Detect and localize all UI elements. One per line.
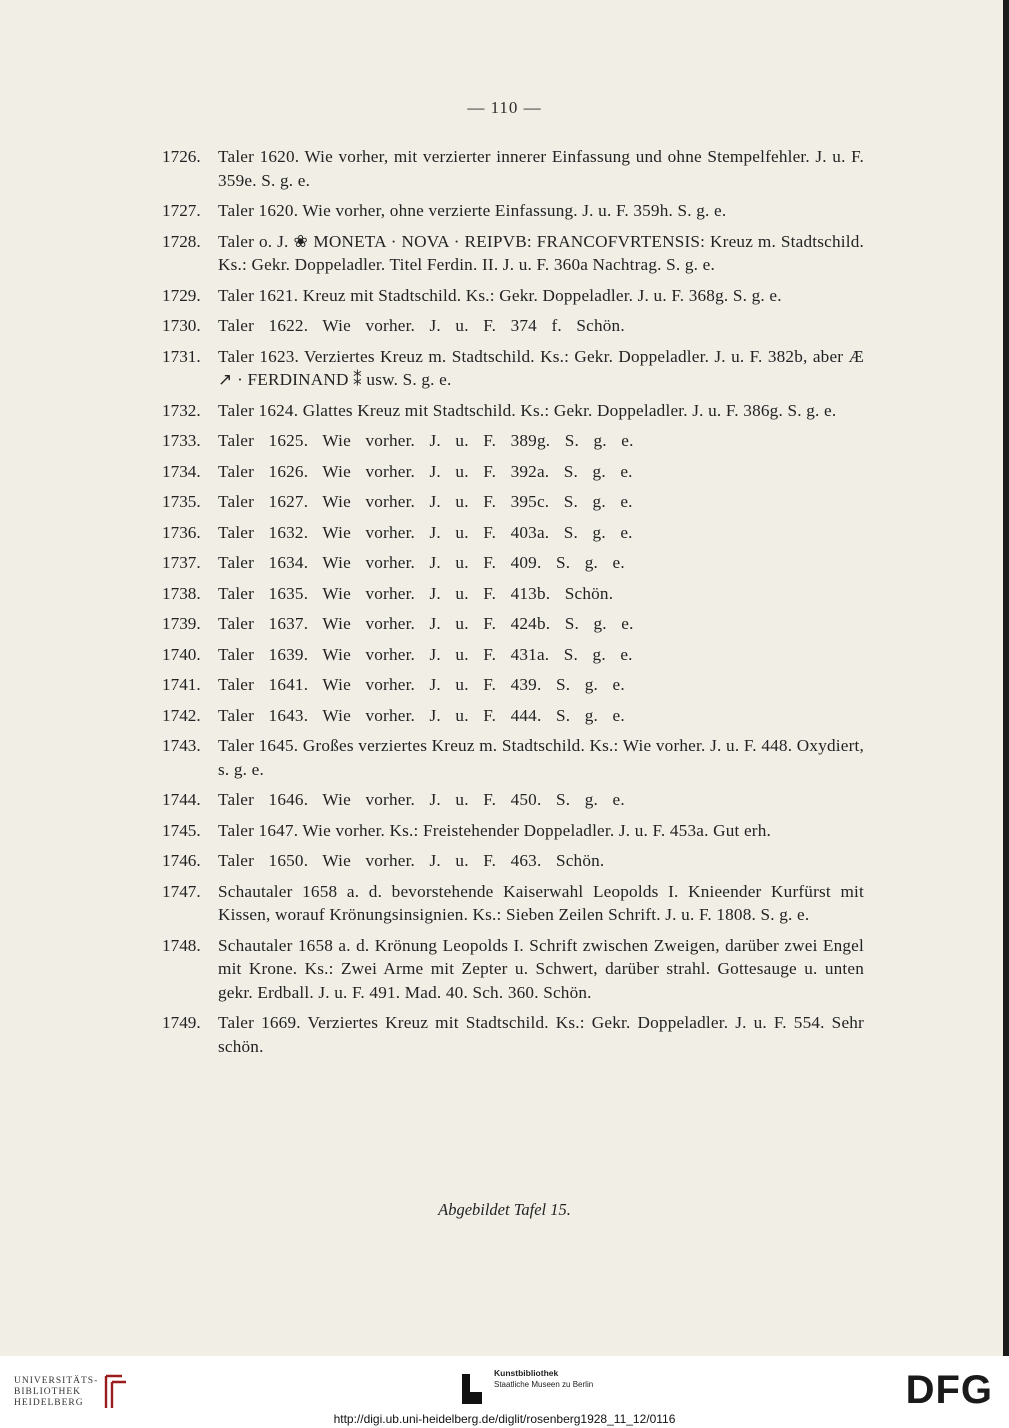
- entry-number: 1748.: [162, 935, 201, 955]
- catalog-entry: [162, 314, 864, 338]
- entry-number: 1734.: [162, 461, 201, 481]
- catalog-entry: [162, 284, 864, 308]
- entry-text: Taler 1620. Wie vorher, mit verzierter innerer Einfassung und ohne Stempelfehler. J. u. F. 359e. S. g. e.: [218, 147, 864, 190]
- uni-line-2: BIBLIOTHEK: [14, 1386, 81, 1397]
- catalog-entry: [162, 849, 864, 873]
- entry-number: 1738.: [162, 583, 201, 603]
- entry-number: 1743.: [162, 736, 201, 755]
- catalog-entries: [162, 145, 864, 1065]
- entry-text: Taler 1650. Wie vorher. J. u. F. 463. Schön.: [218, 851, 605, 870]
- entry-number: 1733.: [162, 431, 201, 450]
- heidelberg-mark-icon: [102, 1374, 130, 1410]
- catalog-entry: [162, 734, 864, 781]
- entry-number: 1735.: [162, 492, 201, 511]
- catalog-entry: [162, 199, 864, 223]
- catalog-entry: [162, 934, 864, 1005]
- entry-text: Taler 1627. Wie vorher. J. u. F. 395c. S. g. e.: [218, 492, 633, 511]
- entry-number: 1744.: [162, 790, 201, 809]
- entry-text: Taler 1645. Großes verziertes Kreuz m. Stadtschild. Ks.: Wie vorher. J. u. F. 448. Oxydiert, s. g. e.: [218, 736, 864, 779]
- entry-text: Taler 1637. Wie vorher. J. u. F. 424b. S. g. e.: [218, 614, 634, 633]
- entry-text: Taler 1641. Wie vorher. J. u. F. 439. S. g. e.: [218, 675, 625, 694]
- footer: [0, 1356, 1009, 1428]
- entry-number: 1726.: [162, 147, 201, 166]
- entry-number: 1742.: [162, 705, 201, 725]
- catalog-entry: [162, 345, 864, 392]
- plate-caption: Abgebildet Tafel 15.: [438, 1200, 571, 1219]
- entry-text: Taler 1632. Wie vorher. J. u. F. 403a. S. g. e.: [218, 522, 633, 542]
- dfg-logo[interactable]: DFG: [905, 1368, 993, 1412]
- page-edge: [1003, 0, 1009, 1356]
- entry-text: Taler 1624. Glattes Kreuz mit Stadtschild. Ks.: Gekr. Doppeladler. J. u. F. 386g. S. g. e.: [218, 400, 837, 420]
- kunstbibliothek-mark-icon: [462, 1374, 484, 1408]
- entry-number: 1736.: [162, 522, 201, 542]
- catalog-entry: [162, 704, 864, 728]
- entry-text: Taler 1634. Wie vorher. J. u. F. 409. S. g. e.: [218, 553, 625, 572]
- catalog-entry: [162, 230, 864, 277]
- catalog-entry: [162, 819, 864, 843]
- kunstbibliothek-subtitle: Staatliche Museen zu Berlin: [494, 1380, 594, 1389]
- entry-number: 1739.: [162, 614, 201, 633]
- entry-number: 1727.: [162, 201, 201, 220]
- entry-text: Schautaler 1658 a. d. Krönung Leopolds I. Schrift zwischen Zweigen, darüber zwei Engel mit Krone. Ks.: Zwei Arme mit Zepter u. Schwert, darüber strahl. Gottesauge u. unten gekr. Erdball. J. u. F. 491. Mad. 40. Sch. 360. Schön.: [218, 935, 864, 1002]
- catalog-entry: [162, 551, 864, 575]
- catalog-entry: [162, 521, 864, 545]
- catalog-entry: [162, 429, 864, 453]
- entry-number: 1745.: [162, 820, 201, 840]
- entry-number: 1729.: [162, 285, 201, 305]
- entry-number: 1749.: [162, 1013, 201, 1032]
- entry-text: Taler 1623. Verziertes Kreuz m. Stadtschild. Ks.: Gekr. Doppeladler. J. u. F. 382b, aber Æ ↗ · FERDINAND ⁑ usw. S. g. e.: [218, 346, 864, 389]
- entry-number: 1730.: [162, 316, 201, 335]
- entry-number: 1740.: [162, 644, 201, 664]
- entry-text: Taler 1626. Wie vorher. J. u. F. 392a. S. g. e.: [218, 461, 633, 481]
- entry-text: Taler 1635. Wie vorher. J. u. F. 413b. Schön.: [218, 583, 614, 603]
- page-url[interactable]: http://digi.ub.uni-heidelberg.de/diglit/rosenberg1928_11_12/0116: [333, 1412, 676, 1426]
- catalog-entry: [162, 643, 864, 667]
- catalog-entry: [162, 880, 864, 927]
- catalog-entry: [162, 612, 864, 636]
- kunstbibliothek-title: Kunstbibliothek: [494, 1368, 559, 1378]
- entry-number: 1747.: [162, 881, 201, 901]
- entry-text: Taler o. J. ❀ MONETA · NOVA · REIPVB: FRANCOFVRTENSIS: Kreuz m. Stadtschild. Ks.: Gekr. Doppeladler. Titel Ferdin. II. J. u. F. 360a Nachtrag. S. g. e.: [218, 231, 864, 274]
- heidelberg-library-logo[interactable]: [14, 1374, 130, 1410]
- entry-number: 1746.: [162, 851, 201, 870]
- page-number: — 110 —: [467, 98, 542, 117]
- entry-text: Taler 1647. Wie vorher. Ks.: Freistehender Doppeladler. J. u. F. 453a. Gut erh.: [218, 820, 772, 840]
- entry-text: Taler 1669. Verziertes Kreuz mit Stadtschild. Ks.: Gekr. Doppeladler. J. u. F. 554. Sehr schön.: [218, 1013, 864, 1056]
- catalog-entry: [162, 788, 864, 812]
- catalog-entry: [162, 582, 864, 606]
- entry-text: Taler 1621. Kreuz mit Stadtschild. Ks.: Gekr. Doppeladler. J. u. F. 368g. S. g. e.: [218, 285, 782, 305]
- entry-text: Taler 1625. Wie vorher. J. u. F. 389g. S. g. e.: [218, 431, 634, 450]
- kunstbibliothek-logo[interactable]: [462, 1368, 593, 1408]
- catalog-entry: [162, 145, 864, 192]
- catalog-entry: [162, 460, 864, 484]
- uni-line-1: UNIVERSITÄTS-: [14, 1375, 99, 1386]
- entry-text: Schautaler 1658 a. d. bevorstehende Kaiserwahl Leopolds I. Knieender Kurfürst mit Kissen, worauf Krönungsinsignien. Ks.: Sieben Zeilen Schrift. J. u. F. 1808. S. g. e.: [218, 881, 864, 924]
- entry-text: Taler 1643. Wie vorher. J. u. F. 444. S. g. e.: [218, 705, 625, 725]
- entry-number: 1741.: [162, 675, 201, 694]
- catalog-entry: [162, 1011, 864, 1058]
- catalog-entry: [162, 399, 864, 423]
- entry-number: 1737.: [162, 553, 201, 572]
- entry-number: 1728.: [162, 231, 201, 251]
- catalog-entry: [162, 673, 864, 697]
- catalog-entry: [162, 490, 864, 514]
- entry-number: 1731.: [162, 346, 201, 366]
- entry-text: Taler 1639. Wie vorher. J. u. F. 431a. S. g. e.: [218, 644, 633, 664]
- entry-number: 1732.: [162, 400, 201, 420]
- entry-text: Taler 1622. Wie vorher. J. u. F. 374 f. Schön.: [218, 316, 625, 335]
- entry-text: Taler 1620. Wie vorher, ohne verzierte Einfassung. J. u. F. 359h. S. g. e.: [218, 201, 727, 220]
- entry-text: Taler 1646. Wie vorher. J. u. F. 450. S. g. e.: [218, 790, 625, 809]
- uni-line-3: HEIDELBERG: [14, 1397, 84, 1408]
